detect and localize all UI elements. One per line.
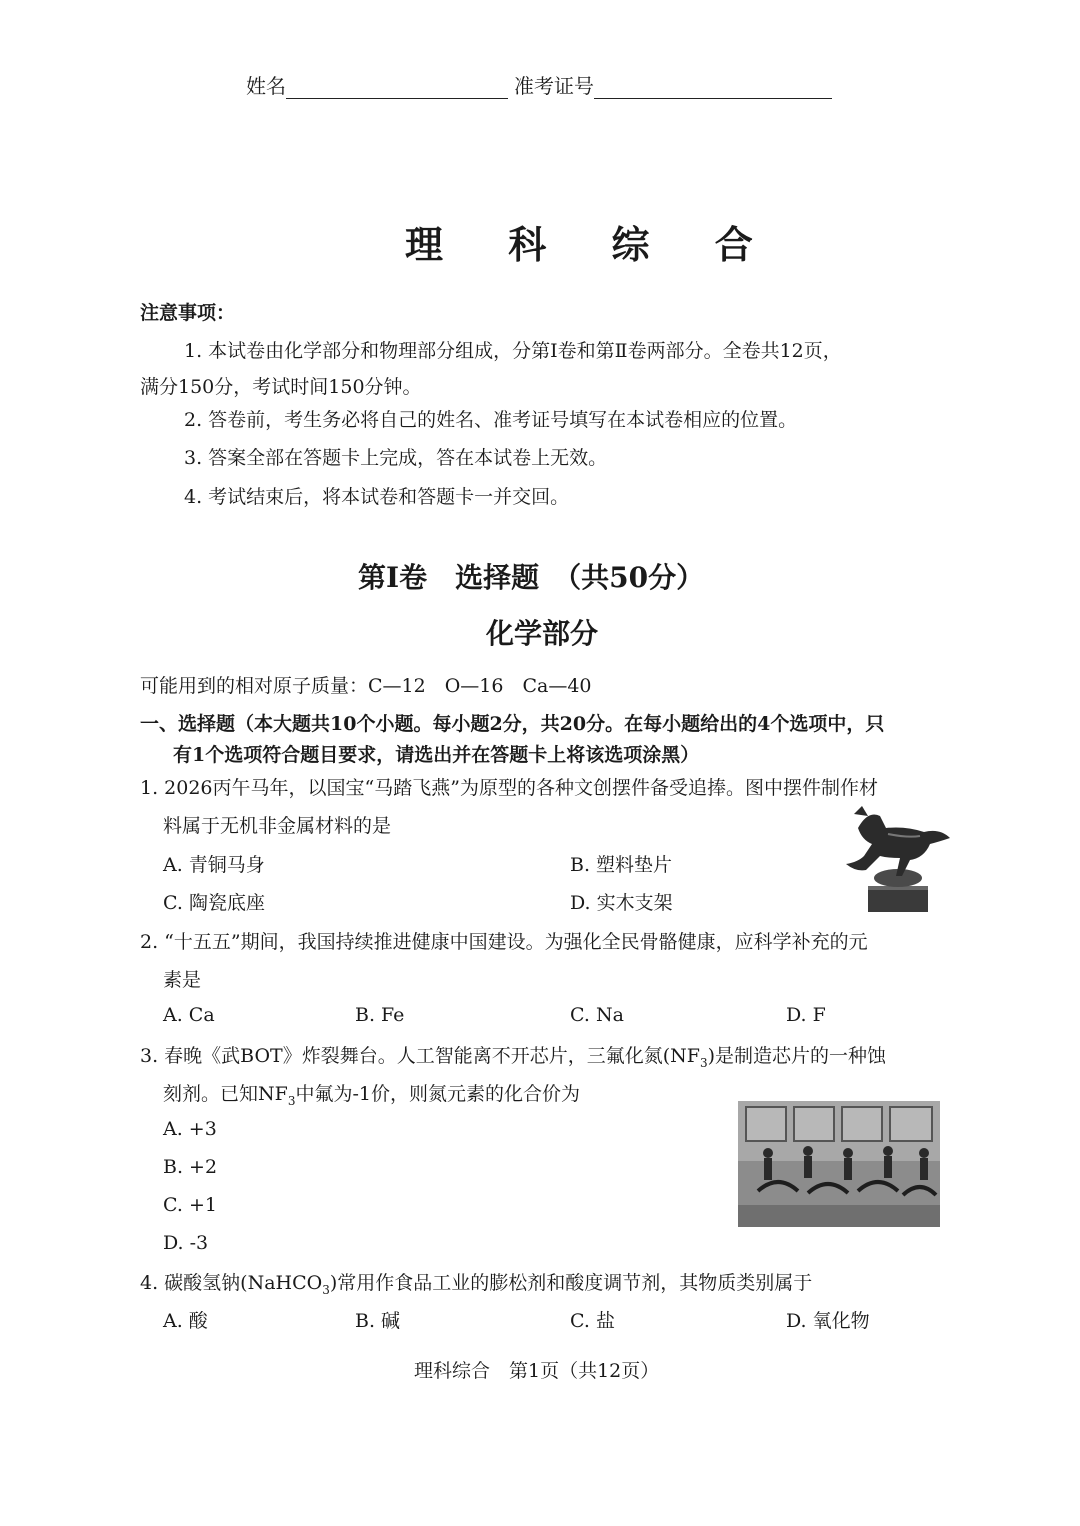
name-label: 姓名 — [246, 74, 286, 98]
question-2-option-c: C. Na — [570, 1004, 624, 1026]
figurine-horse — [846, 815, 950, 877]
question-1-option-a: A. 青铜马身 — [163, 854, 265, 876]
candidate-info-line — [246, 70, 832, 99]
notice-item-1: 1. 本试卷由化学部分和物理部分组成，分第Ⅰ卷和第Ⅱ卷两部分。全卷共12页， — [184, 340, 842, 362]
question-2-option-b: B. Fe — [355, 1004, 405, 1026]
question-3-line1: 3. 春晚《武BOT》炸裂舞台。人工智能离不开芯片，三氟化氮$(NF_3)$是制造芯片的一种蚀 — [140, 1045, 887, 1070]
page-footer: 理科综合 第1页（共12页） — [414, 1360, 660, 1382]
stage-performance-image — [738, 1101, 940, 1227]
question-2-line1: 2. “十五五”期间，我国持续推进健康中国建设。为强化全民骨骼健康，应科学补充的元 — [140, 931, 868, 953]
exam-id-blank — [594, 78, 832, 99]
question-1-line1: 1. 2026丙午马年，以国宝“马踏飞燕”为原型的各种文创摆件备受追捧。图中摆件制作材 — [140, 777, 878, 799]
question-4-option-c: C. 盐 — [570, 1310, 615, 1332]
horse-figurine-image — [828, 798, 958, 914]
page-title: 理 科 综 合 — [405, 222, 779, 267]
question-4-option-d: D. 氧化物 — [786, 1310, 870, 1332]
question-1-option-d: D. 实木支架 — [570, 892, 673, 914]
notice-heading: 注意事项： — [140, 302, 236, 324]
question-4-option-b: B. 碱 — [355, 1310, 401, 1332]
notice-item-2: 2. 答卷前，考生务必将自己的姓名、准考证号填写在本试卷相应的位置。 — [184, 409, 798, 431]
exam-id-label: 准考证号 — [514, 74, 594, 98]
question-3-line2: 刻剂。已知$NF_3$中氟为-1价，则氮元素的化合价为 — [163, 1083, 580, 1108]
question-2-line2: 素是 — [163, 969, 202, 991]
question-1-option-b: B. 塑料垫片 — [570, 854, 673, 876]
question-2-option-d: D. F — [786, 1004, 826, 1026]
notice-item-1-cont: 满分150分，考试时间150分钟。 — [140, 376, 422, 398]
section-subtitle: 化学部分 — [486, 617, 599, 650]
question-3-option-d: D. -3 — [163, 1232, 209, 1254]
question-4-line1: 4. 碳酸氢钠(NaHCO$_3$)常用作食品工业的膨松剂和酸度调节剂，其物质类别属于 — [140, 1272, 813, 1297]
notice-item-3: 3. 答案全部在答题卡上完成，答在本试卷上无效。 — [184, 447, 608, 469]
part-intro-line2: 有1个选项符合题目要求，请选出并在答题卡上将该选项涂黑） — [173, 744, 700, 766]
question-3-option-a: A. +3 — [163, 1118, 217, 1140]
section-title: 第Ⅰ卷 选择题 （共50分） — [358, 561, 705, 594]
question-3-option-b: B. +2 — [163, 1156, 218, 1178]
notice-item-4: 4. 考试结束后，将本试卷和答题卡一并交回。 — [184, 486, 570, 508]
atomic-masses: 可能用到的相对原子质量：C—12 O—16 Ca—40 — [140, 675, 592, 697]
question-1-line2: 料属于无机非金属材料的是 — [163, 815, 392, 837]
question-2-option-a: A. Ca — [163, 1004, 215, 1026]
part-intro-line1: 一、选择题（本大题共10个小题。每小题2分，共20分。在每小题给出的4个选项中，只 — [140, 713, 885, 735]
question-4-option-a: A. 酸 — [163, 1310, 208, 1332]
name-blank — [286, 78, 508, 99]
question-3-option-c: C. +1 — [163, 1194, 217, 1216]
question-1-option-c: C. 陶瓷底座 — [163, 892, 265, 914]
